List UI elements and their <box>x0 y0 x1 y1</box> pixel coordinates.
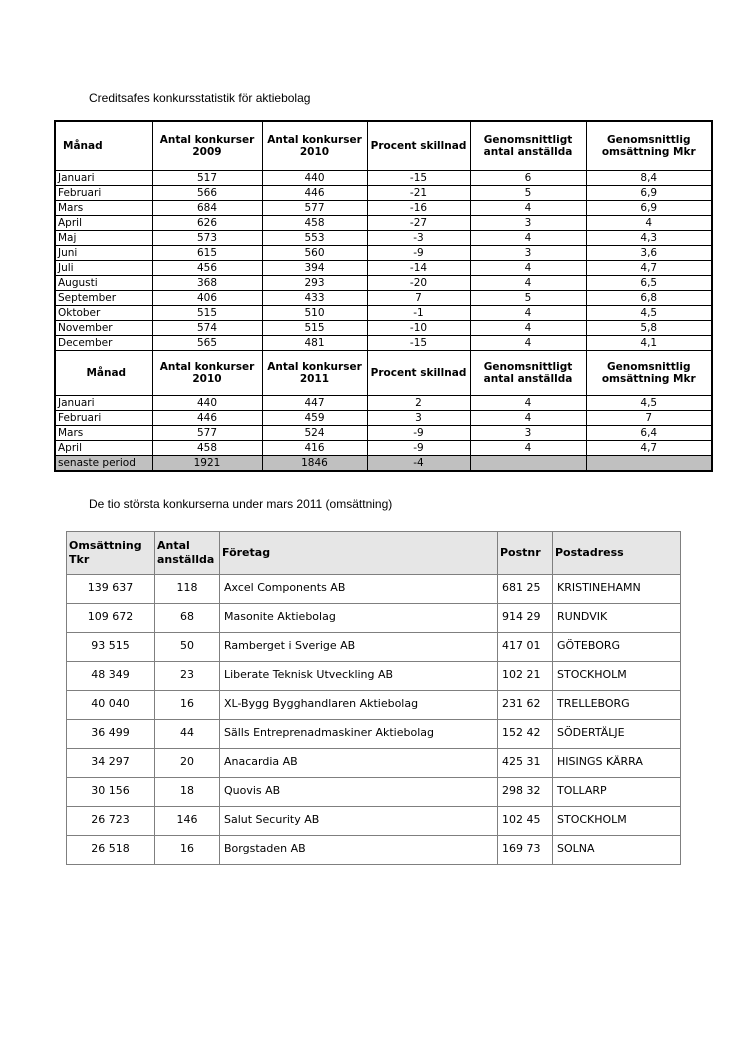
stats-row <box>55 171 712 186</box>
month-cell: Januari <box>55 396 152 411</box>
turnover-cell: 40 040 <box>67 691 155 720</box>
bankruptcy-stats-table <box>54 120 713 472</box>
total-value: 1921 <box>152 456 262 472</box>
turnover-cell: 26 518 <box>67 836 155 865</box>
stats-row <box>55 291 712 306</box>
value-cell: -1 <box>367 306 470 321</box>
company-name-cell: Quovis AB <box>220 778 498 807</box>
month-cell: Februari <box>55 186 152 201</box>
employees-cell: 20 <box>155 749 220 778</box>
company-row <box>67 575 681 604</box>
value-cell: 6,9 <box>586 186 712 201</box>
value-cell: 4,5 <box>586 306 712 321</box>
column-header: Antal anställda <box>155 532 220 575</box>
employees-cell: 44 <box>155 720 220 749</box>
column-header: Antal konkurser 2010 <box>152 351 262 396</box>
total-value: -4 <box>367 456 470 472</box>
postal-code-cell: 298 32 <box>498 778 553 807</box>
stats-row <box>55 201 712 216</box>
value-cell: 515 <box>152 306 262 321</box>
value-cell: 560 <box>262 246 367 261</box>
value-cell: 517 <box>152 171 262 186</box>
total-value <box>586 456 712 472</box>
companies-header-row <box>67 532 681 575</box>
company-row <box>67 807 681 836</box>
value-cell: 4,1 <box>586 336 712 351</box>
value-cell: 3 <box>470 426 586 441</box>
value-cell: 3,6 <box>586 246 712 261</box>
month-cell: Juni <box>55 246 152 261</box>
value-cell: -9 <box>367 441 470 456</box>
value-cell: 4 <box>470 201 586 216</box>
value-cell: 481 <box>262 336 367 351</box>
company-name-cell: Liberate Teknisk Utveckling AB <box>220 662 498 691</box>
column-header: Antal konkurser 2010 <box>262 121 367 171</box>
employees-cell: 23 <box>155 662 220 691</box>
column-header: Procent skillnad <box>367 351 470 396</box>
postal-code-cell: 681 25 <box>498 575 553 604</box>
value-cell: 416 <box>262 441 367 456</box>
company-name-cell: Axcel Components AB <box>220 575 498 604</box>
value-cell: 8,4 <box>586 171 712 186</box>
value-cell: 3 <box>470 246 586 261</box>
total-label: senaste period <box>55 456 152 472</box>
month-cell: Februari <box>55 411 152 426</box>
value-cell: 4,7 <box>586 261 712 276</box>
value-cell: 446 <box>152 411 262 426</box>
company-name-cell: Masonite Aktiebolag <box>220 604 498 633</box>
month-cell: Juli <box>55 261 152 276</box>
value-cell: 6,9 <box>586 201 712 216</box>
turnover-cell: 26 723 <box>67 807 155 836</box>
turnover-cell: 139 637 <box>67 575 155 604</box>
postal-address-cell: SÖDERTÄLJE <box>553 720 681 749</box>
column-header: Genomsnittlig omsättning Mkr <box>586 351 712 396</box>
turnover-cell: 93 515 <box>67 633 155 662</box>
postal-address-cell: GÖTEBORG <box>553 633 681 662</box>
stats-row <box>55 396 712 411</box>
postal-code-cell: 417 01 <box>498 633 553 662</box>
postal-code-cell: 231 62 <box>498 691 553 720</box>
company-row <box>67 633 681 662</box>
company-name-cell: Ramberget i Sverige AB <box>220 633 498 662</box>
company-row <box>67 749 681 778</box>
value-cell: 5 <box>470 291 586 306</box>
column-header: Omsättning Tkr <box>67 532 155 575</box>
value-cell: 565 <box>152 336 262 351</box>
stats-row <box>55 336 712 351</box>
stats-row <box>55 441 712 456</box>
value-cell: 3 <box>470 216 586 231</box>
largest-bankruptcies-table <box>66 531 681 865</box>
value-cell: 4,5 <box>586 396 712 411</box>
value-cell: 524 <box>262 426 367 441</box>
value-cell: 4 <box>470 306 586 321</box>
stats-header-row <box>55 121 712 171</box>
company-row <box>67 691 681 720</box>
value-cell: -16 <box>367 201 470 216</box>
value-cell: 459 <box>262 411 367 426</box>
value-cell: 6,5 <box>586 276 712 291</box>
postal-address-cell: RUNDVIK <box>553 604 681 633</box>
postal-address-cell: STOCKHOLM <box>553 662 681 691</box>
postal-code-cell: 425 31 <box>498 749 553 778</box>
value-cell: 6,8 <box>586 291 712 306</box>
stats-total-row <box>55 456 712 472</box>
stats-row <box>55 216 712 231</box>
employees-cell: 18 <box>155 778 220 807</box>
value-cell: 566 <box>152 186 262 201</box>
stats-row <box>55 231 712 246</box>
value-cell: 4 <box>470 321 586 336</box>
company-name-cell: Sälls Entreprenadmaskiner Aktiebolag <box>220 720 498 749</box>
company-row <box>67 778 681 807</box>
month-cell: Oktober <box>55 306 152 321</box>
value-cell: 574 <box>152 321 262 336</box>
turnover-cell: 30 156 <box>67 778 155 807</box>
value-cell: -15 <box>367 336 470 351</box>
value-cell: -9 <box>367 246 470 261</box>
postal-address-cell: STOCKHOLM <box>553 807 681 836</box>
month-cell: September <box>55 291 152 306</box>
employees-cell: 118 <box>155 575 220 604</box>
turnover-cell: 36 499 <box>67 720 155 749</box>
stats-header-row <box>55 351 712 396</box>
column-header: Genomsnittligt antal anställda <box>470 351 586 396</box>
value-cell: 510 <box>262 306 367 321</box>
employees-cell: 16 <box>155 691 220 720</box>
value-cell: 4 <box>470 336 586 351</box>
value-cell: 4 <box>470 276 586 291</box>
turnover-cell: 34 297 <box>67 749 155 778</box>
turnover-cell: 109 672 <box>67 604 155 633</box>
company-row <box>67 662 681 691</box>
value-cell: 3 <box>367 411 470 426</box>
total-value: 1846 <box>262 456 367 472</box>
value-cell: 577 <box>152 426 262 441</box>
company-name-cell: Anacardia AB <box>220 749 498 778</box>
employees-cell: 68 <box>155 604 220 633</box>
value-cell: 293 <box>262 276 367 291</box>
value-cell: 7 <box>367 291 470 306</box>
value-cell: 6,4 <box>586 426 712 441</box>
postal-address-cell: TRELLEBORG <box>553 691 681 720</box>
value-cell: -10 <box>367 321 470 336</box>
column-header: Genomsnittligt antal anställda <box>470 121 586 171</box>
stats-caption: Creditsafes konkursstatistik för aktiebolag <box>89 91 311 105</box>
value-cell: 577 <box>262 201 367 216</box>
month-cell: December <box>55 336 152 351</box>
value-cell: 4 <box>470 231 586 246</box>
stats-row <box>55 261 712 276</box>
column-header: Antal konkurser 2011 <box>262 351 367 396</box>
stats-row <box>55 246 712 261</box>
month-cell: November <box>55 321 152 336</box>
value-cell: 4 <box>586 216 712 231</box>
value-cell: 2 <box>367 396 470 411</box>
month-cell: April <box>55 441 152 456</box>
value-cell: -14 <box>367 261 470 276</box>
month-cell: Mars <box>55 201 152 216</box>
value-cell: 4 <box>470 396 586 411</box>
value-cell: -20 <box>367 276 470 291</box>
postal-address-cell: HISINGS KÄRRA <box>553 749 681 778</box>
employees-cell: 50 <box>155 633 220 662</box>
month-cell: Mars <box>55 426 152 441</box>
turnover-cell: 48 349 <box>67 662 155 691</box>
month-cell: Januari <box>55 171 152 186</box>
column-header: Postnr <box>498 532 553 575</box>
value-cell: 4 <box>470 441 586 456</box>
value-cell: 458 <box>152 441 262 456</box>
value-cell: 553 <box>262 231 367 246</box>
value-cell: 447 <box>262 396 367 411</box>
column-header: Månad <box>55 121 152 171</box>
value-cell: -15 <box>367 171 470 186</box>
value-cell: 456 <box>152 261 262 276</box>
stats-row <box>55 306 712 321</box>
value-cell: 626 <box>152 216 262 231</box>
employees-cell: 146 <box>155 807 220 836</box>
stats-row <box>55 411 712 426</box>
postal-code-cell: 102 45 <box>498 807 553 836</box>
value-cell: -3 <box>367 231 470 246</box>
column-header: Genomsnittlig omsättning Mkr <box>586 121 712 171</box>
company-row <box>67 836 681 865</box>
value-cell: 6 <box>470 171 586 186</box>
postal-address-cell: SOLNA <box>553 836 681 865</box>
value-cell: 446 <box>262 186 367 201</box>
stats-row <box>55 186 712 201</box>
value-cell: 394 <box>262 261 367 276</box>
stats-row <box>55 321 712 336</box>
value-cell: 4 <box>470 411 586 426</box>
value-cell: 4 <box>470 261 586 276</box>
stats-row <box>55 276 712 291</box>
company-row <box>67 604 681 633</box>
postal-address-cell: TOLLARP <box>553 778 681 807</box>
companies-caption: De tio största konkurserna under mars 2011 (omsättning) <box>89 497 393 511</box>
company-name-cell: XL-Bygg Bygghandlaren Aktiebolag <box>220 691 498 720</box>
company-row <box>67 720 681 749</box>
column-header: Månad <box>55 351 152 396</box>
employees-cell: 16 <box>155 836 220 865</box>
postal-code-cell: 169 73 <box>498 836 553 865</box>
postal-code-cell: 152 42 <box>498 720 553 749</box>
value-cell: 515 <box>262 321 367 336</box>
value-cell: -27 <box>367 216 470 231</box>
value-cell: 573 <box>152 231 262 246</box>
postal-code-cell: 914 29 <box>498 604 553 633</box>
value-cell: 440 <box>152 396 262 411</box>
month-cell: Augusti <box>55 276 152 291</box>
company-name-cell: Salut Security AB <box>220 807 498 836</box>
column-header: Procent skillnad <box>367 121 470 171</box>
value-cell: 458 <box>262 216 367 231</box>
column-header: Företag <box>220 532 498 575</box>
value-cell: 5 <box>470 186 586 201</box>
value-cell: 406 <box>152 291 262 306</box>
company-name-cell: Borgstaden AB <box>220 836 498 865</box>
value-cell: -9 <box>367 426 470 441</box>
total-value <box>470 456 586 472</box>
value-cell: -21 <box>367 186 470 201</box>
value-cell: 615 <box>152 246 262 261</box>
month-cell: April <box>55 216 152 231</box>
postal-address-cell: KRISTINEHAMN <box>553 575 681 604</box>
value-cell: 5,8 <box>586 321 712 336</box>
column-header: Antal konkurser 2009 <box>152 121 262 171</box>
month-cell: Maj <box>55 231 152 246</box>
column-header: Postadress <box>553 532 681 575</box>
value-cell: 4,3 <box>586 231 712 246</box>
value-cell: 684 <box>152 201 262 216</box>
stats-row <box>55 426 712 441</box>
value-cell: 433 <box>262 291 367 306</box>
value-cell: 368 <box>152 276 262 291</box>
value-cell: 440 <box>262 171 367 186</box>
postal-code-cell: 102 21 <box>498 662 553 691</box>
value-cell: 4,7 <box>586 441 712 456</box>
value-cell: 7 <box>586 411 712 426</box>
